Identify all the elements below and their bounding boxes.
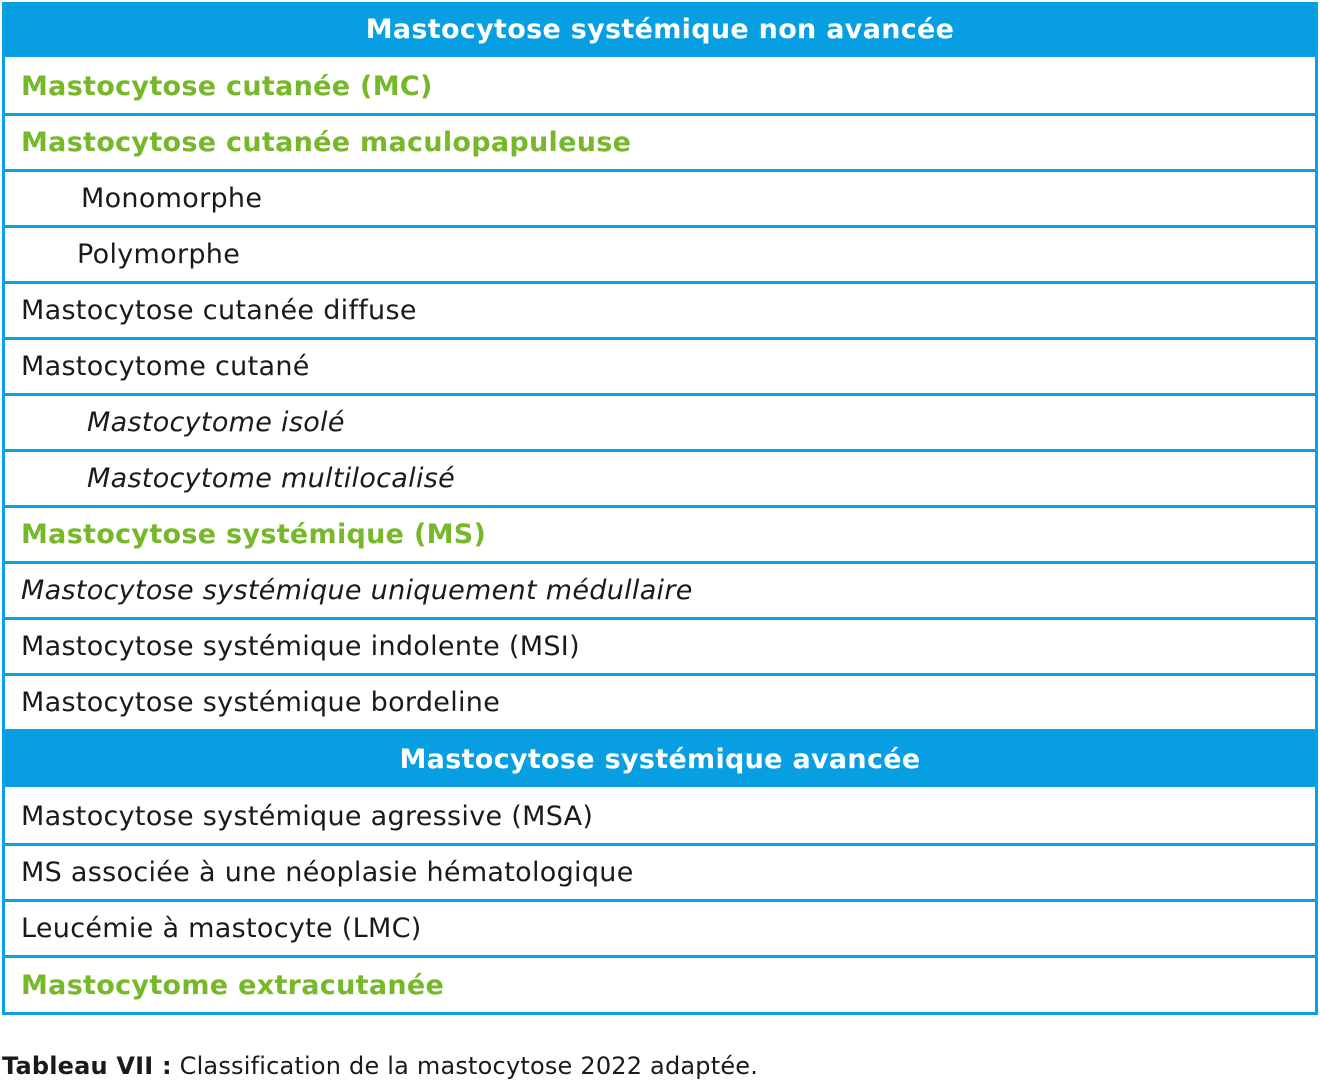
table-row-mastocytome-cutane: Mastocytome cutané xyxy=(5,340,1315,396)
table-caption xyxy=(2,1052,758,1080)
table-row-bordeline: Mastocytose systémique bordeline xyxy=(5,676,1315,732)
table-row-monomorphe: Monomorphe xyxy=(5,172,1315,228)
caption-text: Classification de la mastocytose 2022 adaptée. xyxy=(171,1052,759,1080)
table-row-msa: Mastocytose systémique agressive (MSA) xyxy=(5,790,1315,846)
table-row-mastocytome-isole: Mastocytome isolé xyxy=(5,396,1315,452)
classification-table xyxy=(2,2,1318,1015)
table-row-mastocytome-multilocalise: Mastocytome multilocalisé xyxy=(5,452,1315,508)
table-row-medullaire: Mastocytose systémique uniquement médullaire xyxy=(5,564,1315,620)
table-row-diffuse: Mastocytose cutanée diffuse xyxy=(5,284,1315,340)
table-row-mc: Mastocytose cutanée (MC) xyxy=(5,60,1315,116)
caption-label: Tableau VII : xyxy=(2,1052,172,1080)
table-row-msi: Mastocytose systémique indolente (MSI) xyxy=(5,620,1315,676)
table-row-maculopapular: Mastocytose cutanée maculopapuleuse xyxy=(5,116,1315,172)
table-row-polymorphe: Polymorphe xyxy=(5,228,1315,284)
section-header-advanced: Mastocytose systémique avancée xyxy=(5,732,1315,790)
table-row-ms: Mastocytose systémique (MS) xyxy=(5,508,1315,564)
table-row-ms-neoplasie: MS associée à une néoplasie hématologique xyxy=(5,846,1315,902)
section-header-non-advanced: Mastocytose systémique non avancée xyxy=(5,2,1315,60)
table-row-lmc: Leucémie à mastocyte (LMC) xyxy=(5,902,1315,958)
table-row-extracutanee: Mastocytome extracutanée xyxy=(21,969,445,1001)
